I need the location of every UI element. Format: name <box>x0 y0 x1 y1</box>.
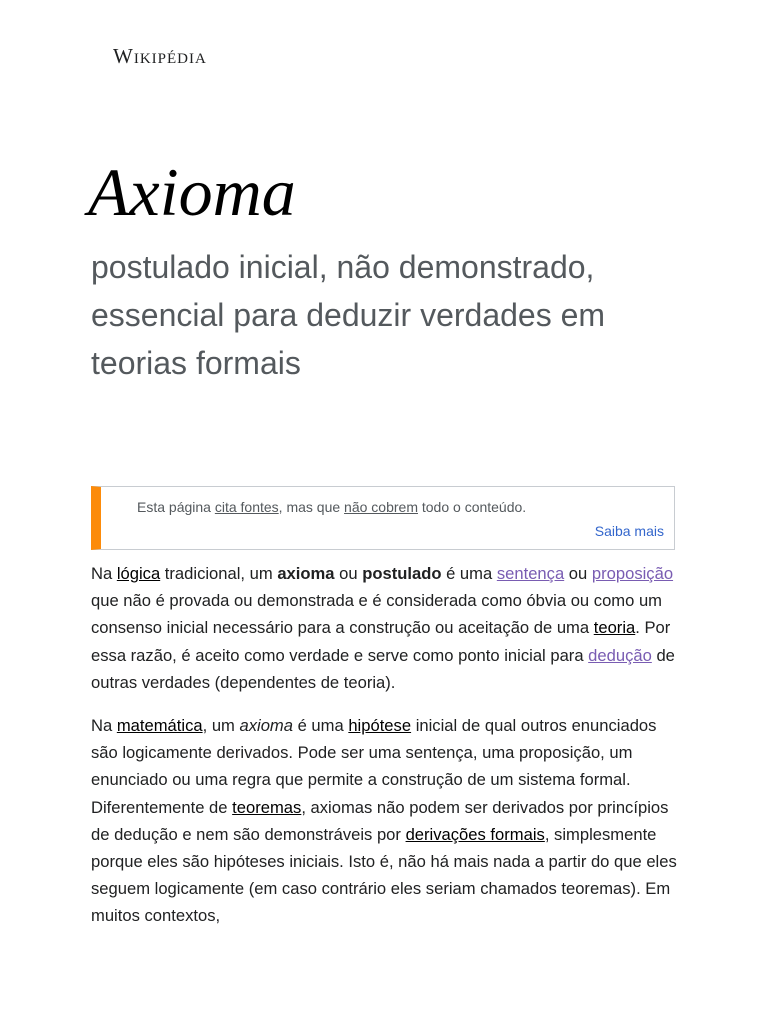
text-span: ou <box>564 564 592 583</box>
sources-notice-box <box>91 486 675 550</box>
link-teoria[interactable]: teoria <box>593 618 636 638</box>
text-span: , axiomas não podem ser derivados por princípios de dedução e nem são demonstráveis por <box>91 797 669 844</box>
notice-middle: , mas que <box>278 499 345 515</box>
text-span: é uma <box>441 564 497 583</box>
article-body <box>91 560 681 946</box>
article-paragraph-1 <box>91 560 681 696</box>
link-deducao[interactable]: dedução <box>588 645 652 665</box>
notice-learn-more-link[interactable]: Saiba mais <box>594 523 664 539</box>
text-span: , simplesmente porque eles são hipóteses iniciais. Isto é, não há mais nada a partir do que eles seguem logicamente (em caso contrário eles seriam chamados teoremas). Em muitos contextos, <box>91 824 677 926</box>
notice-suffix: todo o conteúdo. <box>417 499 527 515</box>
text-span: que não é provada ou demonstrada e é considerada como óbvia ou como um consenso inicial necessário para a construção ou aceitação de uma <box>91 591 663 638</box>
link-matematica[interactable]: matemática <box>116 716 203 736</box>
link-teoremas[interactable]: teoremas <box>232 797 302 817</box>
article-paragraph-2 <box>91 712 681 930</box>
text-span: inicial de qual outros enunciados são logicamente derivados. Pode ser uma sentença, uma proposição, um enunciado ou uma regra que permite a construção de um sistema formal. Diferentemente de <box>91 716 657 817</box>
link-hipotese[interactable]: hipótese <box>348 716 412 736</box>
notice-link-cita-fontes[interactable]: cita fontes <box>214 499 279 515</box>
text-span: Na <box>91 564 117 583</box>
link-derivacoes-formais[interactable]: derivações formais <box>405 824 545 844</box>
text-span: Na <box>91 716 117 736</box>
text-span: de outras verdades (dependentes de teoria). <box>91 645 675 692</box>
notice-prefix: Esta página <box>137 499 215 515</box>
text-span: tradicional, um <box>160 564 278 583</box>
bold-postulado: postulado <box>362 564 442 583</box>
text-span: . Por essa razão, é aceito como verdade e serve como ponto inicial para <box>91 618 671 665</box>
notice-text <box>137 499 526 515</box>
text-span: ou <box>334 564 363 583</box>
text-span: é uma <box>292 716 349 736</box>
link-logica[interactable]: lógica <box>116 564 161 583</box>
text-span: , um <box>202 716 240 736</box>
link-proposicao[interactable]: proposição <box>591 564 674 583</box>
page-title: Axioma <box>88 154 296 230</box>
wikipedia-logo[interactable]: Wikipédia <box>113 44 207 68</box>
notice-link-nao-cobrem[interactable]: não cobrem <box>344 499 418 515</box>
page-description: postulado inicial, não demonstrado, essencial para deduzir verdades em teorias formais <box>91 249 606 381</box>
bold-axioma: axioma <box>277 564 335 583</box>
link-sentenca[interactable]: sentença <box>496 564 565 583</box>
italic-axioma: axioma <box>239 716 293 736</box>
